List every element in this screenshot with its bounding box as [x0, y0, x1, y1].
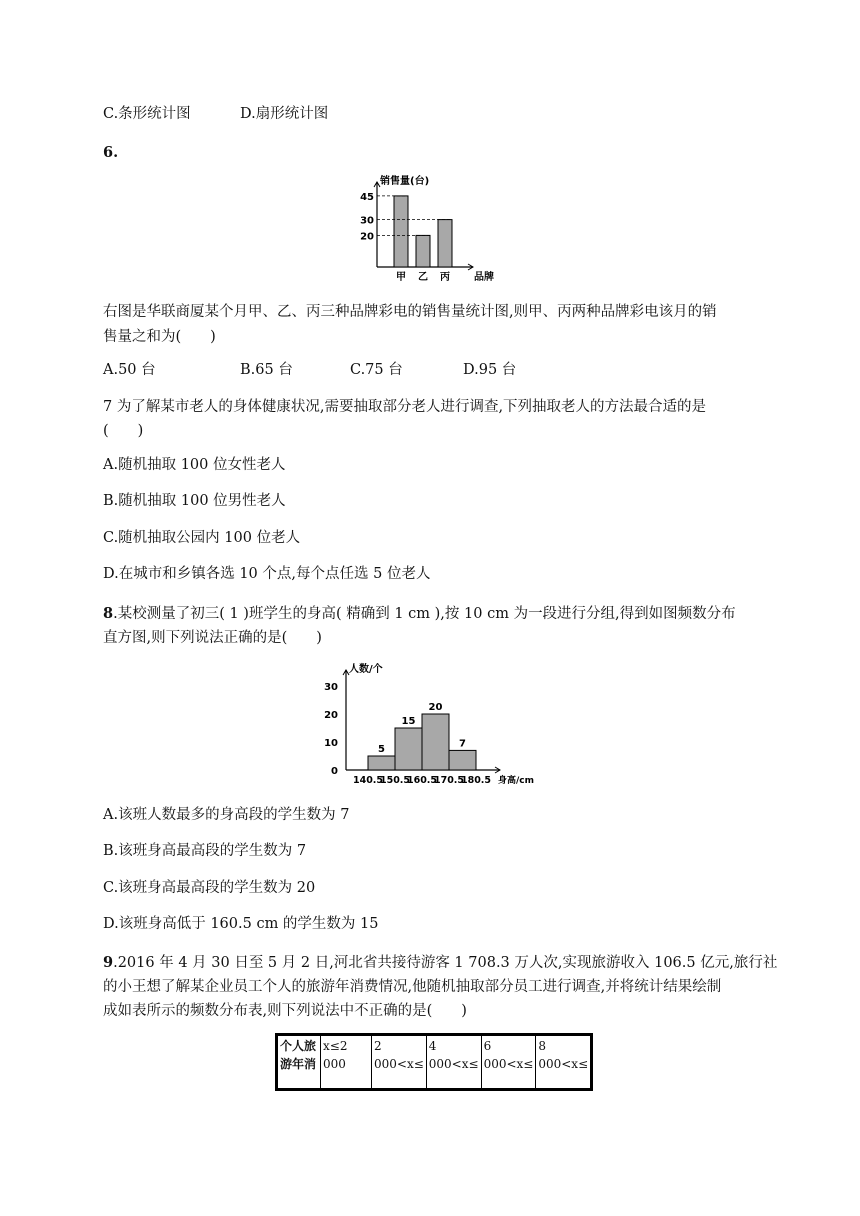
table-header-cell — [277, 1035, 321, 1090]
q7-option-d: D.在城市和乡镇各选 10 个点,每个点任选 5 位老人 — [103, 566, 431, 582]
q9-question-line1: 9.2016 年 4 月 30 日至 5 月 2 日,河北省共接待游客 1 708.3 万人次,实现旅游收入 106.5 亿元,旅行社 — [103, 954, 778, 971]
header-line-2: 游年消 — [280, 1057, 317, 1071]
q7-question-line2: ( ) — [103, 423, 144, 439]
histogram-bar — [422, 714, 449, 770]
q7-option-c: C.随机抽取公园内 100 位老人 — [103, 530, 301, 546]
q8-question-line2: 直方图,则下列说法正确的是( ) — [103, 630, 322, 646]
header-line-1: 个人旅 — [280, 1039, 317, 1053]
y-tick-label: 45 — [360, 191, 374, 203]
x-axis-label: 身高/cm — [498, 776, 535, 786]
q8-option-b: B.该班身高最高段的学生数为 7 — [103, 843, 307, 859]
cell-line-1: x≤2 — [323, 1039, 348, 1053]
cell-line-2: 000 — [323, 1057, 346, 1071]
q6-number: 6. — [103, 144, 119, 161]
q7-question-line1: 7 为了解某市老人的身体健康状况,需要抽取部分老人进行调查,下列抽取老人的方法最合适的是 — [103, 399, 707, 415]
cell-line-2: 000<x≤ — [538, 1057, 589, 1071]
bar — [416, 235, 430, 267]
y-tick-label: 10 — [324, 738, 338, 749]
y-axis-label: 销售量(台) — [380, 176, 430, 187]
q6-question-line1: 右图是华联商厦某个月甲、乙、丙三种品牌彩电的销售量统计图,则甲、丙两种品牌彩电该月的销 — [103, 304, 717, 320]
x-tick-label: 丙 — [440, 272, 450, 283]
x-tick-label: 170.5 — [433, 775, 465, 786]
table-cell — [481, 1035, 536, 1090]
histogram-bar — [449, 750, 476, 770]
q8-question-line1: 8.某校测量了初三( 1 )班学生的身高( 精确到 1 cm ),按 10 cm 为一段进行分组,得到如图频数分布 — [103, 605, 736, 622]
q7-option-b: B.随机抽取 100 位男性老人 — [103, 493, 286, 509]
table-row — [277, 1035, 592, 1090]
q8-height-histogram — [322, 658, 542, 788]
x-tick-label: 150.5 — [379, 775, 411, 786]
data-label: 7 — [459, 738, 466, 750]
y-axis-label: 人数/个 — [349, 664, 383, 675]
histogram-bar — [368, 756, 395, 770]
q8-option-d: D.该班身高低于 160.5 cm 的学生数为 15 — [103, 916, 379, 932]
bar — [438, 220, 452, 267]
data-label: 20 — [428, 702, 443, 713]
q8-option-a: A.该班人数最多的身高段的学生数为 7 — [103, 807, 350, 823]
q5-option-d: D.扇形统计图 — [240, 106, 329, 122]
data-label: 15 — [401, 716, 416, 727]
q7-option-a: A.随机抽取 100 位女性老人 — [103, 457, 286, 473]
q6-question-line2: 售量之和为( ) — [103, 329, 216, 345]
q9-frequency-table — [275, 1033, 593, 1091]
cell-line-1: 8 — [538, 1039, 546, 1053]
cell-line-1: 2 — [374, 1039, 382, 1053]
x-tick-label: 160.5 — [406, 775, 438, 786]
q9-question-line2: 的小王想了解某企业员工个人的旅游年消费情况,他随机抽取部分员工进行调查,并将统计结果绘制 — [103, 979, 722, 995]
y-tick-label: 30 — [324, 682, 338, 693]
data-label: 5 — [378, 744, 385, 755]
histogram-bar — [395, 728, 422, 770]
q9-question-line3: 成如表所示的频数分布表,则下列说法中不正确的是( ) — [103, 1003, 467, 1019]
table-cell — [372, 1035, 427, 1090]
cell-line-2: 000<x≤ — [374, 1057, 424, 1071]
cell-line-2: 000<x≤ — [483, 1057, 534, 1071]
q6-option-d: D.95 台 — [463, 362, 517, 378]
x-tick-label: 乙 — [418, 272, 428, 283]
x-tick-label: 甲 — [396, 272, 406, 283]
y-tick-label: 0 — [331, 766, 338, 777]
x-tick-label: 140.5 — [352, 775, 384, 786]
cell-line-2: 000<x≤ — [428, 1057, 479, 1071]
q5-option-c: C.条形统计图 — [103, 106, 191, 122]
q8-option-c: C.该班身高最高段的学生数为 20 — [103, 880, 316, 896]
q6-option-b: B.65 台 — [240, 362, 293, 378]
bar — [394, 196, 408, 267]
q6-option-a: A.50 台 — [103, 362, 156, 378]
table-cell — [536, 1035, 592, 1090]
table-cell — [426, 1035, 481, 1090]
q6-option-c: C.75 台 — [350, 362, 403, 378]
y-tick-label: 30 — [360, 215, 374, 227]
cell-line-1: 4 — [428, 1039, 437, 1053]
x-axis-label: 品牌 — [474, 272, 494, 283]
cell-line-1: 6 — [483, 1039, 492, 1053]
y-tick-label: 20 — [324, 710, 338, 721]
y-tick-label: 20 — [360, 231, 374, 243]
x-tick-label: 180.5 — [460, 775, 492, 786]
table-cell — [321, 1035, 372, 1090]
q6-sales-bar-chart — [355, 172, 505, 284]
